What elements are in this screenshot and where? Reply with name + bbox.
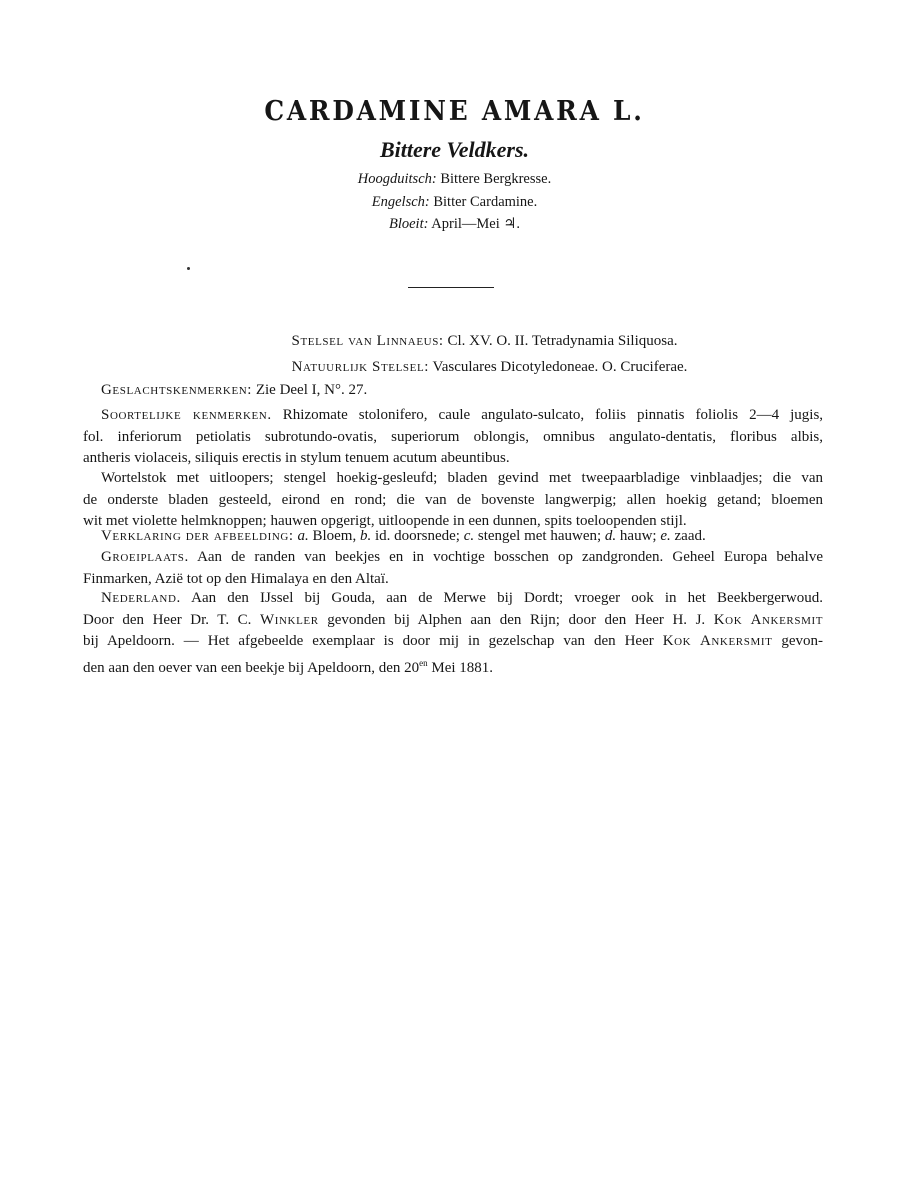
person-winkler: Winkler	[259, 611, 319, 628]
natural-system-line	[0, 357, 909, 379]
species-paragraph	[83, 405, 823, 470]
netherlands-line-3	[83, 631, 823, 653]
figure-text-d: hauw;	[619, 528, 657, 544]
figure-key-b: b.	[359, 528, 372, 544]
netherlands-text-3a: bij Apeldoorn. — Het afgebeelde exemplaar is door mij in gezelschap van den Heer	[83, 633, 654, 649]
natural-system-value: Vasculares Dicotyledoneae. O. Cruciferae.	[432, 359, 688, 375]
netherlands-text-4b: Mei 1881.	[431, 659, 494, 676]
english-name-label: Engelsch:	[371, 194, 430, 210]
figure-text-e: zaad.	[674, 528, 706, 544]
figure-text-a: Bloem,	[312, 528, 357, 544]
linnaeus-label: Stelsel van Linnaeus:	[291, 333, 444, 349]
netherlands-line-4	[83, 653, 823, 680]
linnaeus-line	[0, 331, 909, 353]
description-line-3: wit met violette helmknoppen; hauwen opgerigt, uitloopende in een dunnen, spits toeloopenden stijl.	[83, 513, 687, 529]
common-name: Bittere Veldkers.	[379, 137, 530, 162]
german-name-label: Hoogduitsch:	[357, 171, 437, 187]
german-name-value: Bittere Bergkresse.	[440, 171, 552, 187]
habitat-line-1	[83, 547, 823, 569]
genus-value: Zie Deel I, N°. 27.	[255, 382, 368, 398]
netherlands-paragraph	[83, 588, 823, 679]
netherlands-text-2b: gevonden bij Alphen aan den Rijn; door den Heer H. J.	[327, 611, 706, 628]
habitat-line-2: Finmarken, Azië tot op den Himalaya en den Altaï.	[83, 570, 389, 587]
figure-key-d: d.	[604, 528, 617, 544]
figure-text-c: stengel met hauwen;	[477, 528, 602, 544]
netherlands-text-3b: gevon-	[781, 633, 824, 649]
netherlands-text-4a: den aan den oever van een beekje bij Apeldoorn, den 20	[83, 659, 420, 676]
habitat-text-1: Aan de randen van beekjes en in vochtige bosschen op zandgronden. Geheel Europa behalve	[197, 549, 823, 565]
netherlands-label: Nederland.	[101, 590, 181, 606]
bloom-label: Bloeit:	[388, 216, 429, 232]
english-name-value: Bitter Cardamine.	[433, 194, 538, 210]
netherlands-text-2a: Door den Heer Dr. T. C.	[83, 611, 252, 628]
date-superscript: en	[419, 657, 428, 668]
netherlands-text-1: Aan den IJssel bij Gouda, aan de Merwe bij Dordt; vroeger ook in het Beekbergerwoud.	[191, 590, 823, 606]
figure-explanation	[101, 526, 841, 548]
figure-key-a: a.	[297, 528, 309, 544]
species-text-1: Rhizomate stolonifero, caule angulato-sulcato, foliis pinnatis foliolis 2—4 jugis,	[282, 407, 824, 423]
genus-label: Geslachtskenmerken:	[101, 382, 253, 398]
species-label: Soortelijke kenmerken.	[101, 407, 272, 423]
description-line-1: Wortelstok met uitloopers; stengel hoekig-gesleufd; bladen gevind met tweepaarbladige vinblaadjes; die van	[101, 470, 823, 486]
description-line-2: de onderste bladen gesteeld, eirond en rond; die van de bovenste langwerpig; allen hoekig getand; bloemen	[83, 491, 823, 508]
genus-line	[101, 380, 841, 402]
habitat-label: Groeiplaats.	[101, 549, 189, 565]
species-line-3: antheris violaceis, siliquis erectis in stylum tenuem acutum abeuntibus.	[83, 450, 510, 466]
page-title: CARDAMINE AMARA L.	[264, 96, 645, 127]
natural-system-label: Natuurlijk Stelsel:	[291, 359, 430, 375]
figure-explanation-label: Verklaring der afbeelding:	[101, 528, 294, 544]
person-kok-ankersmit-2: Kok Ankersmit	[662, 633, 773, 649]
description-paragraph	[83, 468, 823, 533]
figure-key-c: c.	[463, 528, 475, 544]
figure-key-e: e.	[660, 528, 671, 544]
species-line-2: fol. inferiorum petiolatis subrotundo-ovatis, superiorum oblongis, omnibus angulato-dentatis, floribus albis,	[83, 428, 823, 445]
bloom-line	[0, 216, 909, 233]
habitat-paragraph	[83, 547, 823, 590]
bloom-value: April—Mei ♃.	[431, 216, 520, 232]
english-name-line	[0, 194, 909, 211]
figure-text-b: id. doorsnede;	[374, 528, 460, 544]
divider-rule	[408, 287, 494, 288]
person-kok-ankersmit: Kok Ankersmit	[713, 611, 824, 628]
german-name-line	[0, 171, 909, 188]
netherlands-line-2	[83, 610, 823, 632]
ink-speck	[187, 267, 190, 270]
netherlands-line-1	[83, 588, 823, 610]
linnaeus-value: Cl. XV. O. II. Tetradynamia Siliquosa.	[447, 333, 678, 349]
species-line-1	[83, 405, 823, 427]
